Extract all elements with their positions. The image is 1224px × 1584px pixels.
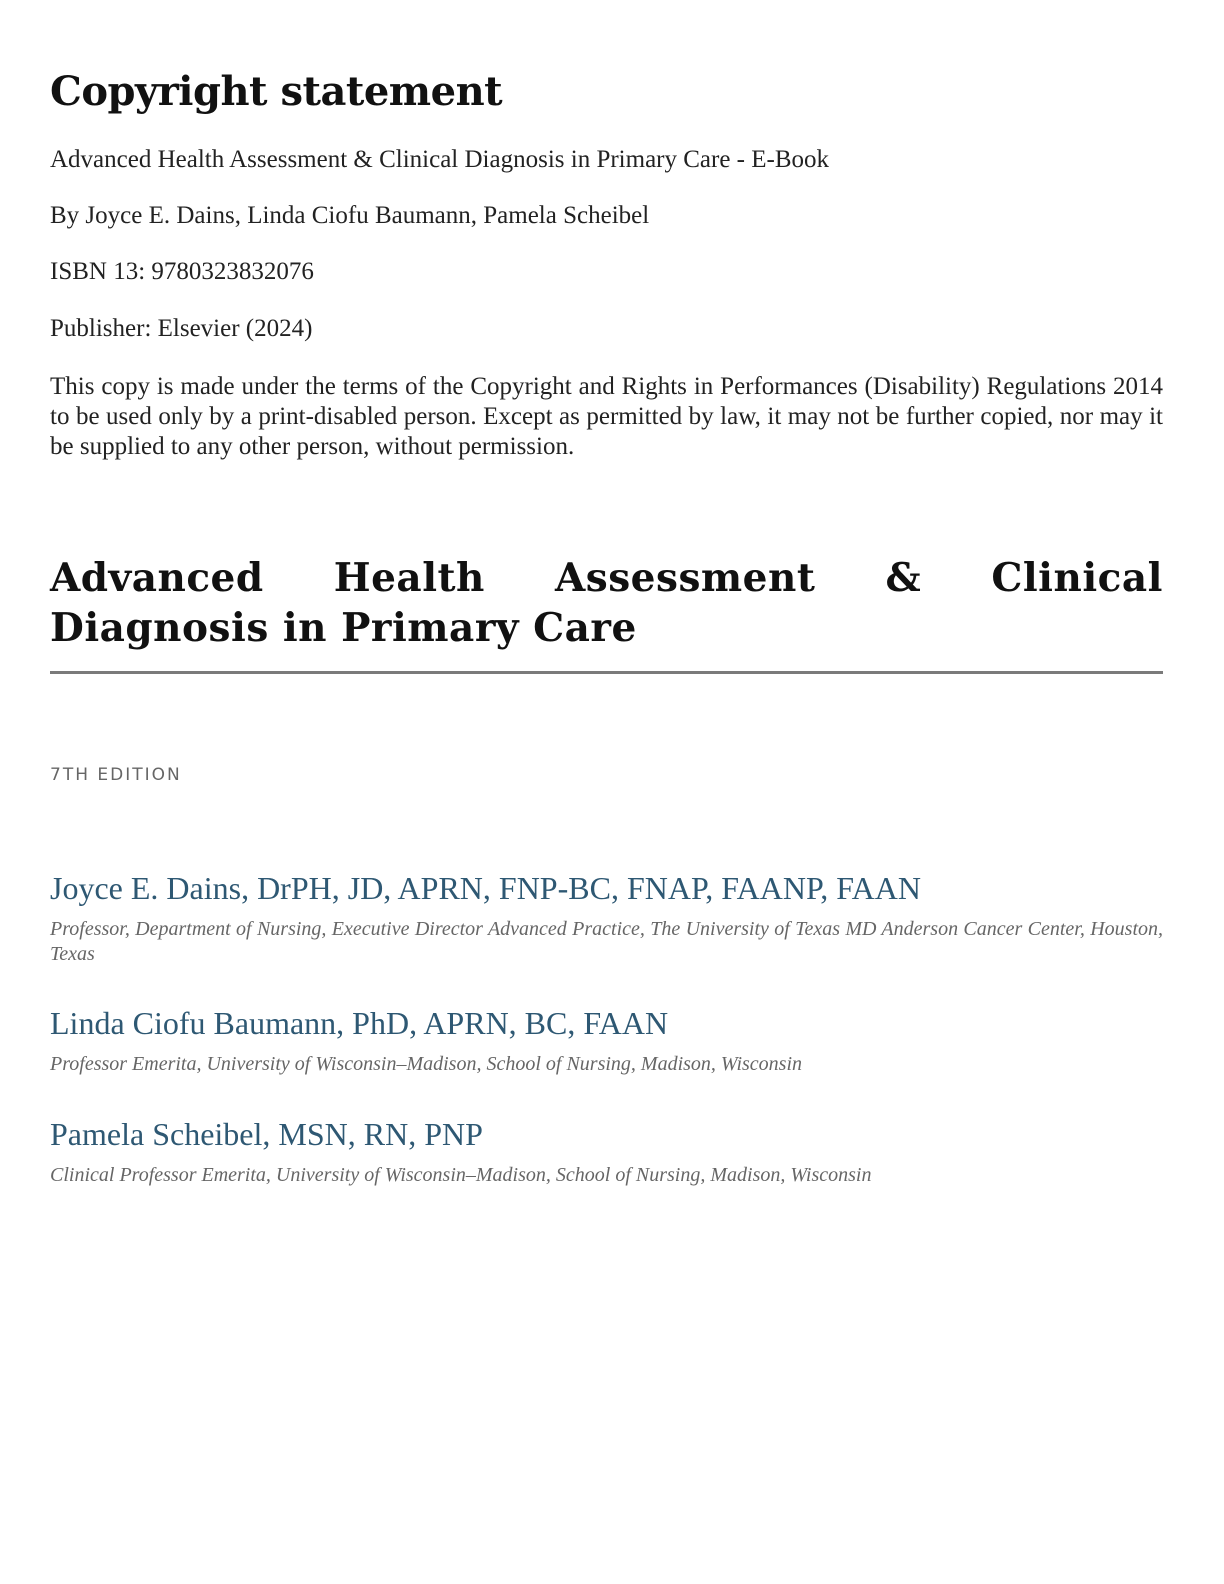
copyright-by-line: By Joyce E. Dains, Linda Ciofu Baumann, Pamela Scheibel	[50, 202, 650, 229]
author-affiliation: Professor Emerita, University of Wisconsin–Madison, School of Nursing, Madison, Wisconsin	[50, 1053, 803, 1075]
copyright-notice: This copy is made under the terms of the Copyright and Rights in Performances (Disability) Regulations 2014 to be used only by a print-disabled person. Except as permitted by law, it may not be further copied, nor may it be supplied to any other person, without permission.	[50, 373, 1163, 460]
author-name: Pamela Scheibel, MSN, RN, PNP	[50, 1116, 483, 1152]
author-name: Linda Ciofu Baumann, PhD, APRN, BC, FAAN	[50, 1005, 669, 1041]
edition-label: 7TH EDITION	[50, 765, 182, 785]
author-affiliation: Clinical Professor Emerita, University of Wisconsin–Madison, School of Nursing, Madison, Wisconsin	[50, 1164, 872, 1186]
copyright-isbn-line: ISBN 13: 9780323832076	[50, 258, 314, 285]
author-block-baumann	[50, 1005, 1163, 1077]
book-title: Advanced Health Assessment & Clinical Diagnosis in Primary Care	[50, 555, 1163, 651]
author-affiliation: Professor, Department of Nursing, Executive Director Advanced Practice, The University of Texas MD Anderson Cancer Center, Houston, Texas	[50, 918, 1163, 965]
author-block-dains	[50, 870, 1163, 967]
author-block-scheibel	[50, 1116, 1163, 1188]
copyright-heading: Copyright statement	[50, 68, 503, 115]
author-name: Joyce E. Dains, DrPH, JD, APRN, FNP-BC, FNAP, FAANP, FAAN	[50, 870, 921, 906]
title-divider	[50, 671, 1163, 674]
copyright-publisher-line: Publisher: Elsevier (2024)	[50, 315, 313, 342]
copyright-book-line: Advanced Health Assessment & Clinical Diagnosis in Primary Care - E-Book	[50, 146, 830, 173]
